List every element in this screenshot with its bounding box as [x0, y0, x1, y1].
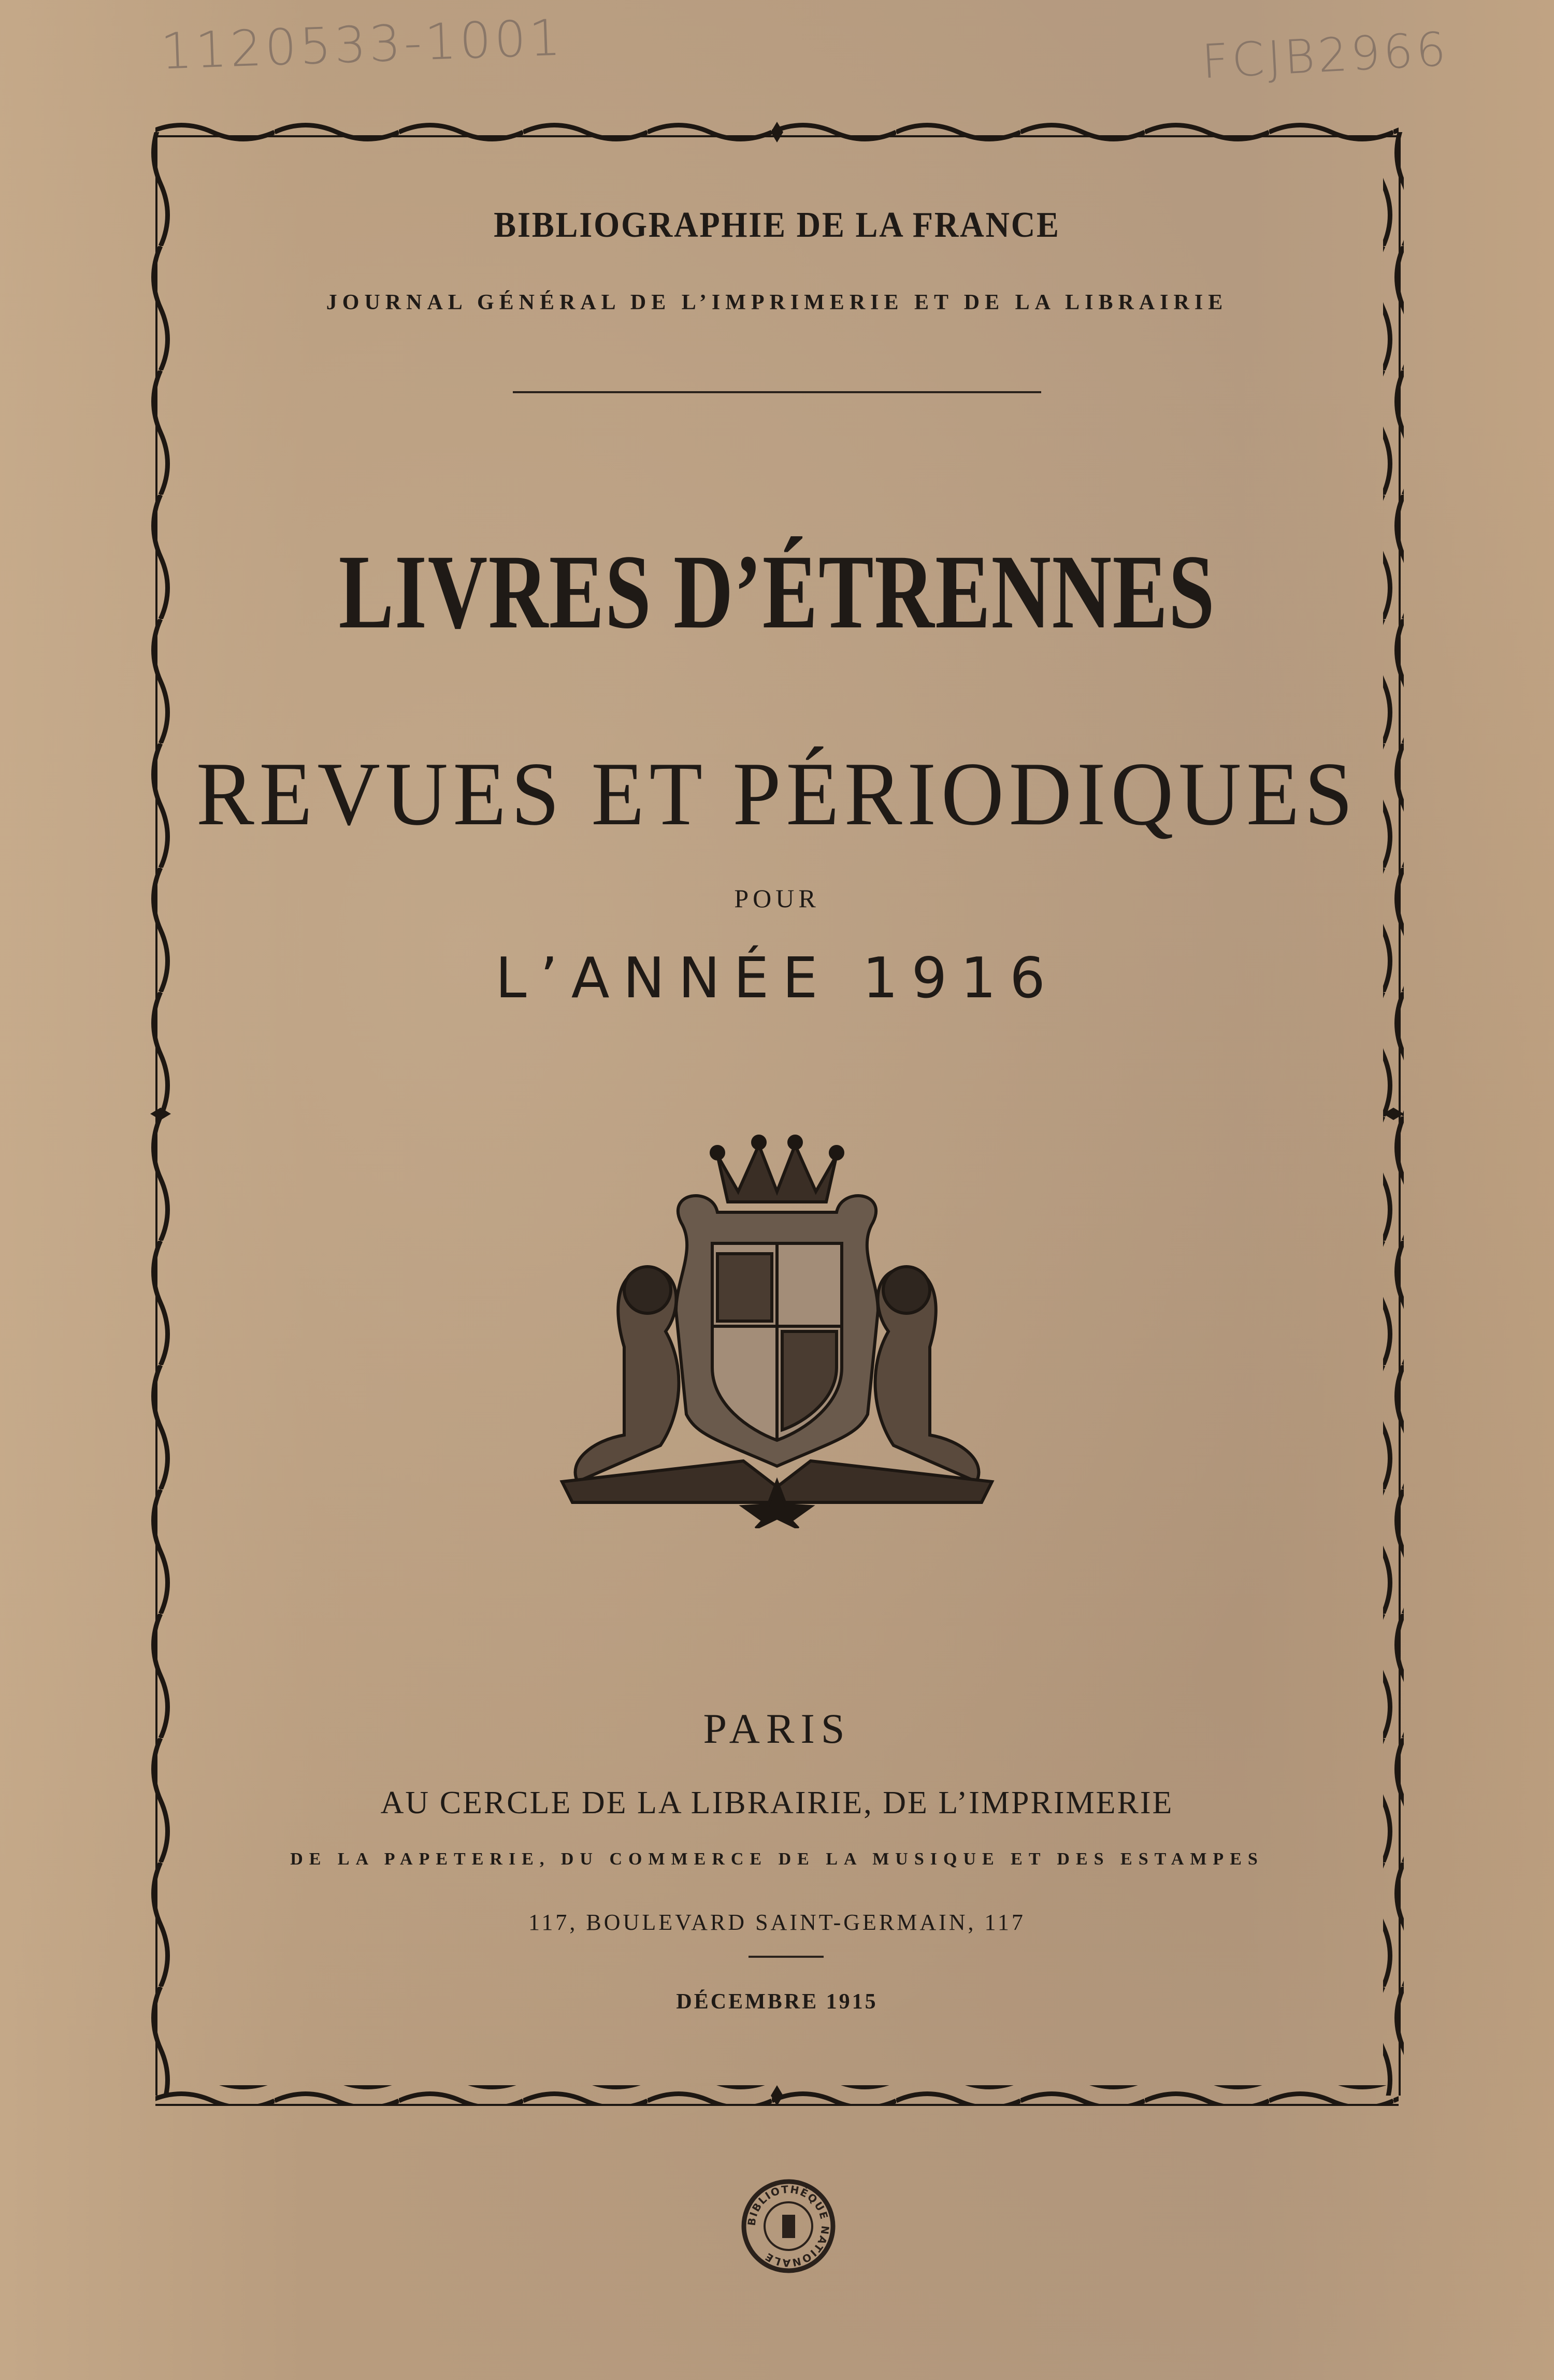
imprint-city: PARIS — [703, 1705, 851, 1752]
handwritten-shelfmark-right: FCJB2966 — [1200, 22, 1450, 90]
pour-label: POUR — [734, 884, 820, 913]
main-title: LIVRES D’ÉTRENNES — [338, 533, 1216, 651]
library-stamp — [741, 2178, 837, 2274]
subtitle: REVUES ET PÉRIODIQUES — [196, 743, 1358, 844]
title-rule — [513, 391, 1041, 393]
handwritten-shelfmark-left: 1120533-1001 — [160, 8, 565, 81]
date-rule — [749, 1956, 824, 1958]
publisher-line-1: AU CERCLE DE LA LIBRAIRIE, DE L’IMPRIMERIE — [380, 1785, 1174, 1820]
series-title: BIBLIOGRAPHIE DE LA FRANCE — [494, 205, 1060, 245]
publisher-line-2: DE LA PAPETERIE, DU COMMERCE DE LA MUSIQUE ET DES ESTAMPES — [290, 1849, 1264, 1869]
coat-of-arms-emblem — [546, 1124, 1008, 1528]
series-subtitle: JOURNAL GÉNÉRAL DE L’IMPRIMERIE ET DE LA LIBRAIRIE — [326, 291, 1228, 314]
publisher-address: 117, BOULEVARD SAINT-GERMAIN, 117 — [528, 1910, 1026, 1935]
stamp-text: BIBLIOTHÈQUE NATIONALE — [745, 2183, 832, 2270]
year-line: L’ANNÉE 1916 — [495, 946, 1059, 1011]
publication-date: DÉCEMBRE 1915 — [676, 1990, 878, 2014]
